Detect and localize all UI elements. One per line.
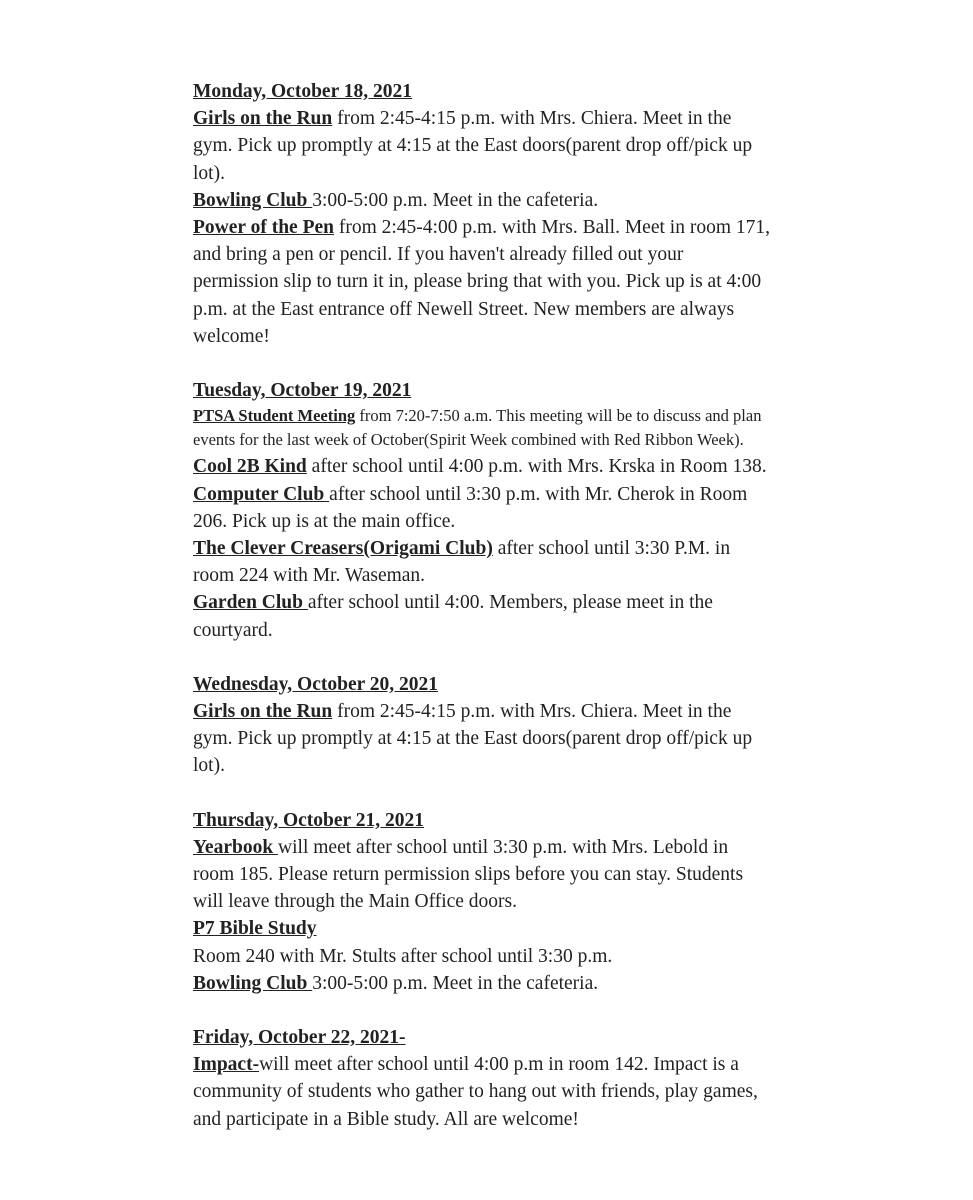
event-details: from 7:20-7:50 a.m. This meeting will be to discuss and plan events for the last week of October(Spirit Week combined with Red Ribbon Week). — [193, 406, 762, 449]
day-monday — [193, 78, 773, 350]
event-details: after school until 3:30 P.M. in room 224 with Mr. Waseman. — [193, 538, 731, 587]
event-details: 3:00-5:00 p.m. Meet in the cafeteria. — [312, 189, 599, 211]
event-details: Room 240 with Mr. Stults after school until 3:30 p.m. — [193, 945, 613, 967]
event-details: from 2:45-4:00 p.m. with Mrs. Ball. Meet in room 171, and bring a pen or pencil. If you haven't already filled out your permission slip to turn it in, please bring that with you. Pick up is at 4:00 p.m. at the East entrance off Newell Street. New members are always welcome! — [193, 217, 770, 347]
club-name: Power of the Pen — [193, 217, 334, 239]
event-entry — [193, 481, 773, 535]
event-entry — [193, 970, 773, 997]
event-entry — [193, 404, 773, 451]
event-details: 3:00-5:00 p.m. Meet in the cafeteria. — [312, 972, 599, 994]
schedule-document — [193, 78, 773, 1133]
event-details: will meet after school until 4:00 p.m in room 142. Impact is a community of students who gather to hang out with friends, play games, and participate in a Bible study. All are welcome! — [193, 1054, 758, 1130]
day-heading: Tuesday, October 19, 2021 — [193, 380, 412, 402]
club-name: Girls on the Run — [193, 108, 333, 130]
event-entry — [193, 915, 773, 942]
event-entry — [193, 535, 773, 589]
day-wednesday — [193, 671, 773, 780]
day-heading: Thursday, October 21, 2021 — [193, 809, 424, 831]
event-entry — [193, 834, 773, 916]
day-heading: Monday, October 18, 2021 — [193, 81, 413, 102]
club-name: Bowling Club — [193, 972, 313, 994]
club-name: Bowling Club — [193, 189, 313, 211]
event-details: after school until 3:30 p.m. with Mr. Cherok in Room 206. Pick up is at the main office. — [193, 483, 748, 532]
event-entry — [193, 589, 773, 643]
club-name: Yearbook — [193, 836, 279, 858]
event-entry — [193, 105, 773, 187]
club-name: Cool 2B Kind — [193, 456, 307, 478]
event-entry — [193, 943, 773, 970]
club-name: P7 Bible Study — [193, 918, 317, 940]
event-entry — [193, 453, 773, 480]
club-name: Girls on the Run — [193, 701, 333, 723]
club-name: Garden Club — [193, 592, 308, 614]
club-name: Computer Club — [193, 483, 330, 505]
event-details: will meet after school until 3:30 p.m. with Mrs. Lebold in room 185. Please return permission slips before you can stay. Students will leave through the Main Office doors. — [193, 836, 744, 913]
day-heading: Friday, October 22, 2021- — [193, 1027, 406, 1049]
day-heading: Wednesday, October 20, 2021 — [193, 673, 439, 695]
event-entry — [193, 187, 773, 214]
club-name: The Clever Creasers(Origami Club) — [193, 538, 493, 560]
event-details: from 2:45-4:15 p.m. with Mrs. Chiera. Meet in the gym. Pick up promptly at 4:15 at the East doors(parent drop off/pick up lot). — [193, 108, 753, 184]
day-thursday — [193, 807, 773, 997]
event-entry — [193, 1051, 773, 1133]
event-details: from 2:45-4:15 p.m. with Mrs. Chiera. Meet in the gym. Pick up promptly at 4:15 at the East doors(parent drop off/pick up lot). — [193, 701, 753, 777]
day-friday — [193, 1024, 773, 1133]
event-entry — [193, 698, 773, 780]
day-tuesday — [193, 377, 773, 644]
club-name: PTSA Student Meeting — [193, 406, 356, 426]
event-entry — [193, 214, 773, 350]
club-name: Impact- — [193, 1054, 260, 1076]
event-details: after school until 4:00. Members, please meet in the courtyard. — [193, 592, 713, 641]
event-details: after school until 4:00 p.m. with Mrs. Krska in Room 138. — [306, 456, 767, 478]
